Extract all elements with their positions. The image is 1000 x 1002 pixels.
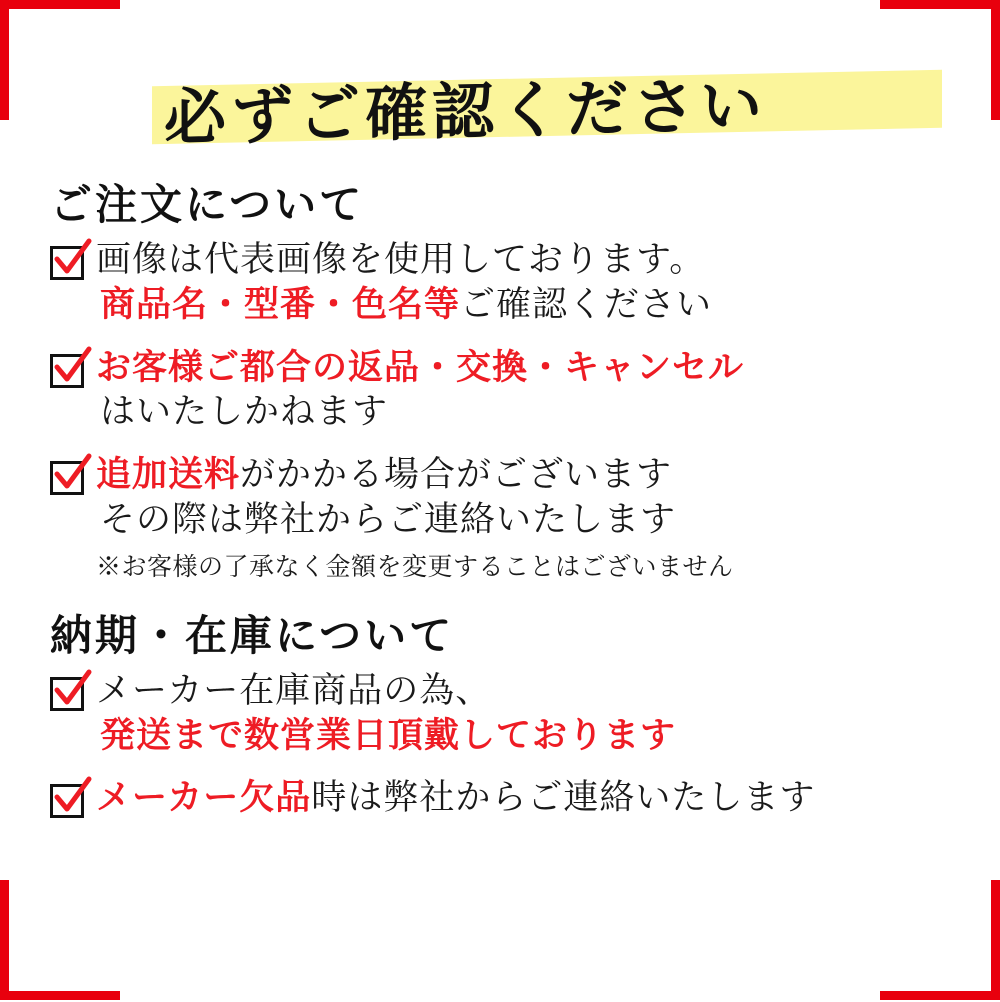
list-item (50, 776, 956, 821)
section-heading-orders: ご注文について (50, 180, 365, 229)
list-item-text (96, 346, 956, 436)
list-item-note: ※お客様の了承なく金額を変更することはございません (96, 551, 734, 581)
list-item-line: 発送まで数営業日頂戴しております (100, 714, 677, 756)
list-item-line-rest: がかかる場合がございます (240, 455, 673, 496)
check-icon (50, 461, 84, 495)
check-icon (50, 677, 84, 711)
list-item-line (100, 283, 956, 328)
list-item-text (96, 453, 956, 583)
check-icon (50, 246, 84, 280)
list-item-line: はいたしかねます (100, 392, 389, 433)
list-item-text (96, 776, 956, 821)
list-item (50, 238, 956, 328)
check-icon (50, 784, 84, 818)
list-item-line (96, 776, 956, 821)
list-item-line: 画像は代表画像を使用しております。 (96, 240, 706, 280)
check-icon (50, 354, 84, 388)
list-item (50, 453, 956, 583)
list-item (50, 669, 956, 759)
list-item-line-rest: 時は弊社からご連絡いたします (311, 778, 816, 819)
list-item-line: その際は弊社からご連絡いたします (100, 499, 677, 540)
list-item-line: メーカー在庫商品の為、 (96, 670, 492, 711)
list-item-line (96, 453, 956, 498)
page-title (44, 38, 956, 155)
page-title-text: 必ずご確認ください (164, 68, 768, 155)
list-item-line-emphasis: 追加送料 (96, 454, 241, 496)
section-heading-delivery: 納期・在庫について (50, 610, 455, 660)
list-item-line-emphasis: メーカー欠品 (96, 777, 312, 819)
list-item-line-rest: ご確認ください (460, 284, 713, 325)
list-item-text (96, 238, 956, 328)
list-item-line-emphasis: 商品名・型番・色名等 (100, 283, 461, 325)
list-item-line: お客様ご都合の返品・交換・キャンセル (96, 346, 745, 388)
list-item-text (96, 669, 956, 759)
list-item (50, 346, 956, 436)
